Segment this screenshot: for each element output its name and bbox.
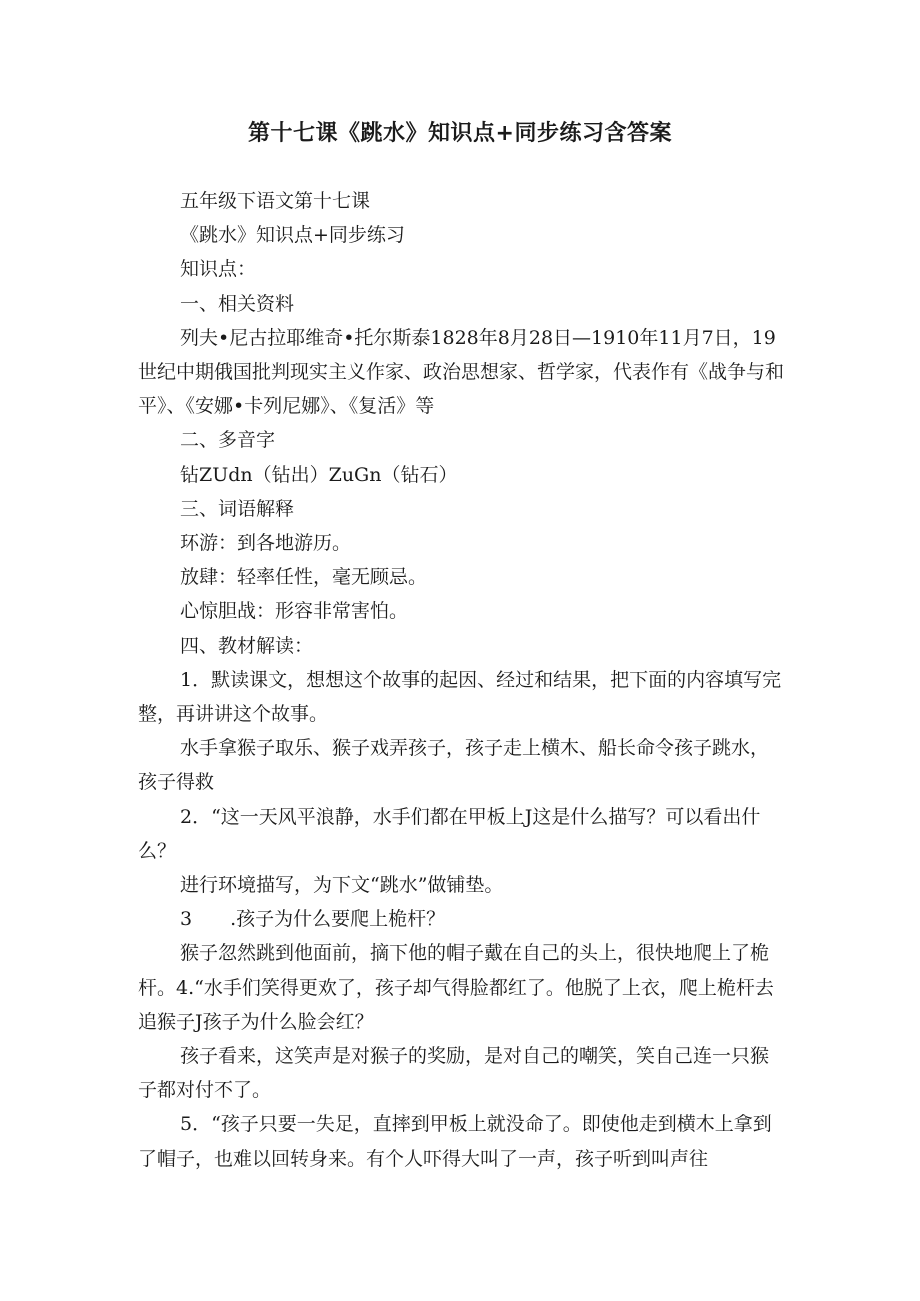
section-heading-textbook: 四、教材解读：: [180, 634, 314, 657]
paragraph-polyphonic-zuan: 钻ZUdn（钻出）ZuGn（钻石）: [180, 463, 458, 486]
paragraph-question-2: 2．“这一天风平浪静，水手们都在甲板上J这是什么描写？可以看出什么？: [138, 805, 761, 862]
paragraph-grade-lesson: 五年级下语文第十七课: [180, 190, 371, 212]
paragraph-vocab-xinjingdanzhan: 心惊胆战：形容非常害怕。: [180, 600, 409, 623]
paragraph-vocab-huanyou: 环游：到各地游历。: [180, 532, 352, 555]
paragraph-vocab-fangsi: 放肆：轻率任性，毫无顾忌。: [180, 566, 428, 589]
paragraph-answer-1: 水手拿猴子取乐、猴子戏弄孩子，孩子走上横木、船长命令孩子跳水，孩子得救: [138, 737, 770, 794]
document-title: 第十七课《跳水》知识点+同步练习含答案: [248, 121, 672, 146]
section-heading-polyphonic: 二、多音字: [180, 429, 276, 452]
section-heading-vocabulary: 三、词语解释: [180, 497, 295, 520]
paragraph-question-1: 1．默读课文，想想这个故事的起因、经过和结果，把下面的内容填写完整，再讲讲这个故事。: [138, 668, 782, 726]
paragraph-knowledge-heading: 知识点：: [180, 258, 257, 281]
section-heading-related-info: 一、相关资料: [180, 292, 295, 315]
paragraph-answer-3-question-4: 猴子忽然跳到他面前，摘下他的帽子戴在自己的头上，很快地爬上了桅杆。4.“水手们笑得更欢了，孩子却气得脸都红了。他脱了上衣，爬上桅杆去追猴子J孩子为什么脸会红？: [138, 942, 774, 1033]
paragraph-tolstoy-bio: 列夫•尼古拉耶维奇•托尔斯泰1828年8月28日—1910年11月7日，19世纪中期俄国批判现实主义作家、政治思想家、哲学家，代表作有《战争与和平》、《安娜•卡列尼娜》、《复活》等: [138, 326, 785, 418]
paragraph-subtitle: 《跳水》知识点+同步练习: [180, 224, 405, 247]
document-body: [138, 184, 786, 1176]
paragraph-question-5: 5．“孩子只要一失足，直摔到甲板上就没命了。即使他走到横木上拿到了帽子，也难以回转身来。有个人吓得大叫了一声，孩子听到叫声往: [138, 1113, 772, 1170]
paragraph-answer-2: 进行环境描写，为下文“跳水”做铺垫。: [180, 874, 504, 897]
paragraph-answer-4: 孩子看来，这笑声是对猴子的奖励，是对自己的嘲笑，笑自己连一只猴子都对付不了。: [138, 1045, 770, 1102]
paragraph-question-3: 3 .孩子为什么要爬上桅杆？: [180, 908, 446, 931]
